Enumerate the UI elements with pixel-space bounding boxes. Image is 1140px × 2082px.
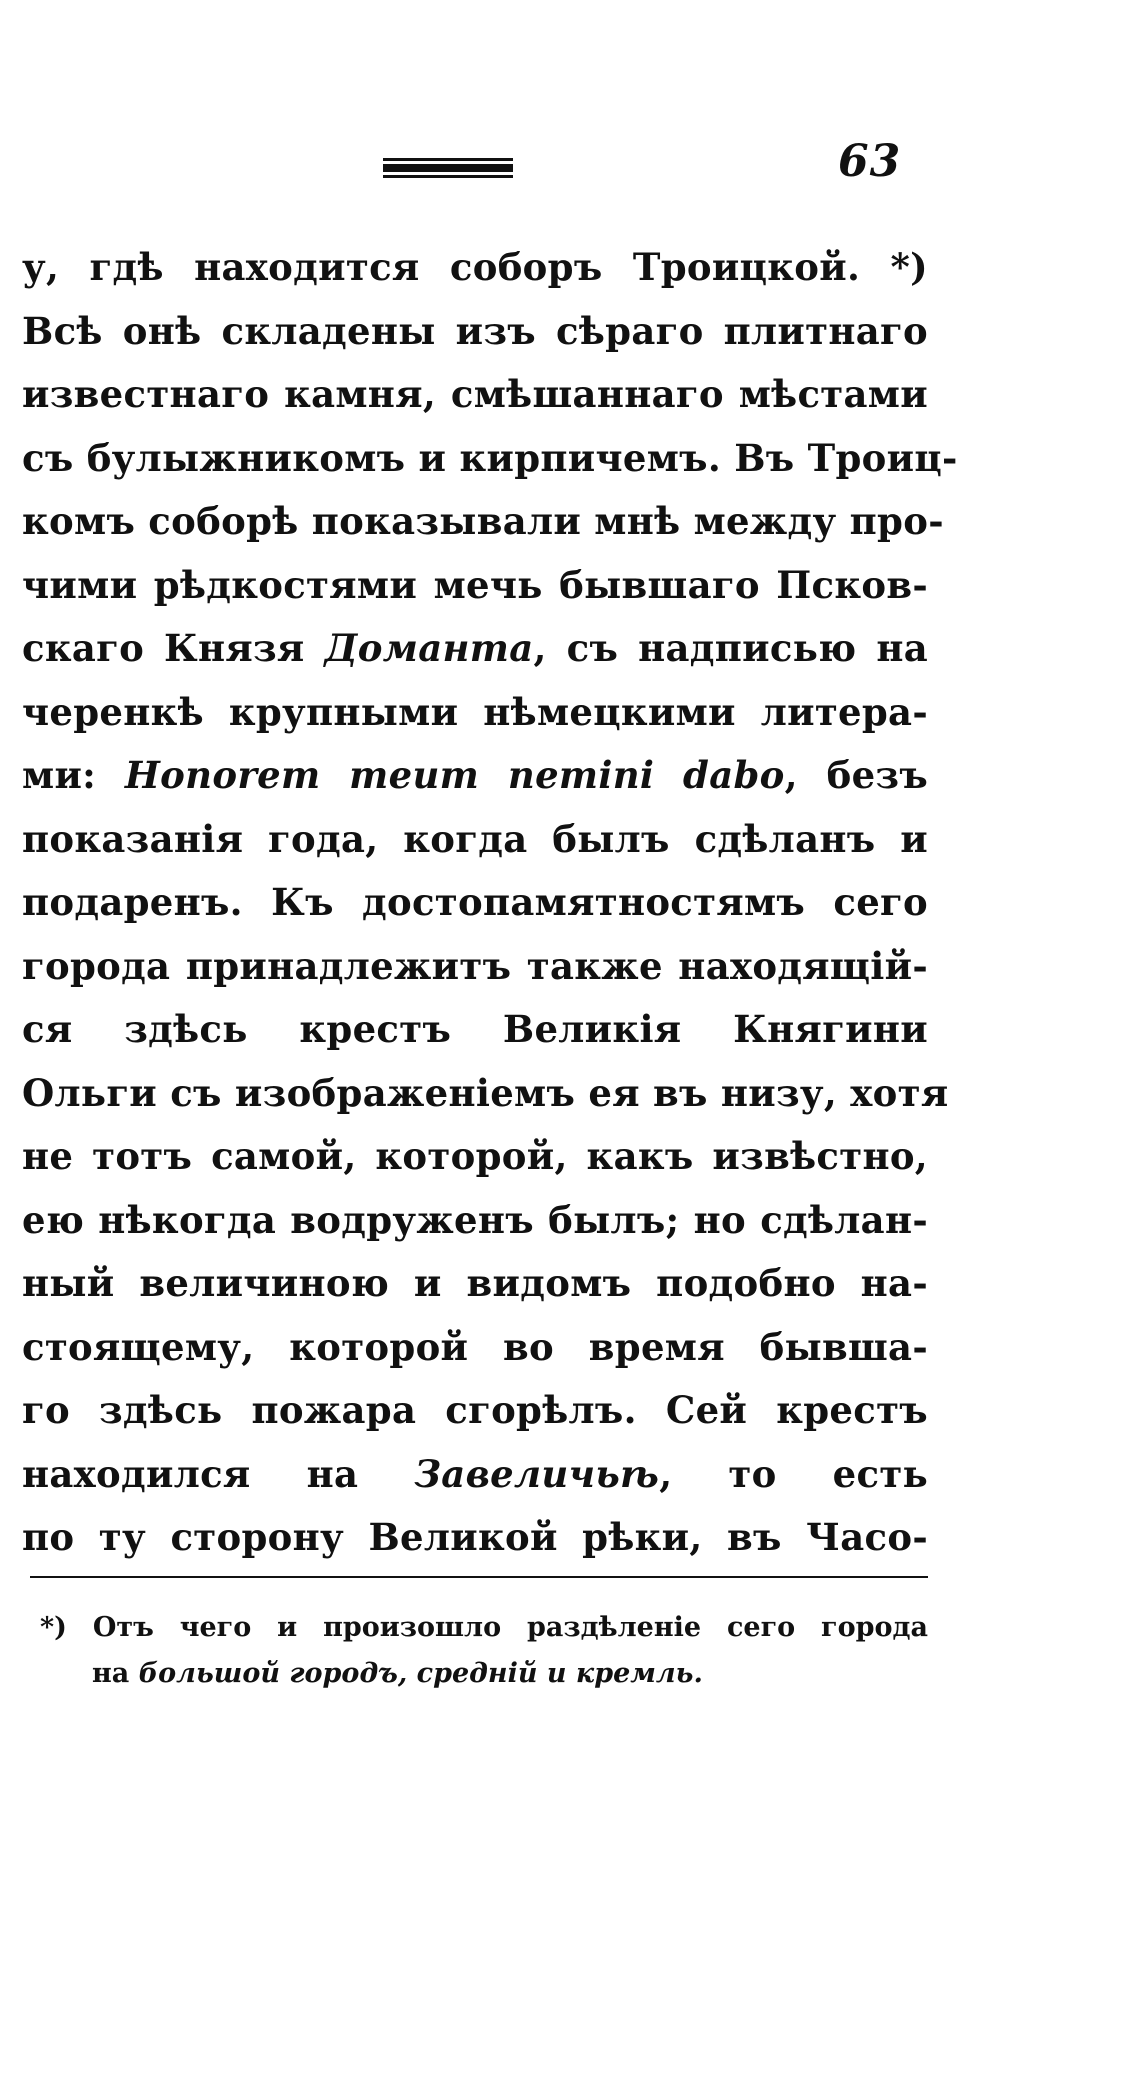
footnote-italic-text: большой городъ, средній и кремль.: [138, 1658, 703, 1689]
body-text: [22, 236, 958, 1570]
line-text: , безъ: [784, 753, 928, 797]
line-text: ею нѣкогда водруженъ былъ; но сдѣлан-: [22, 1197, 928, 1242]
line-text: не тотъ самой, которой, какъ извѣстно,: [22, 1134, 928, 1178]
line-text: ся здѣсь крестъ Великія Княгини: [22, 1007, 928, 1051]
text-line: [22, 490, 944, 554]
line-text: съ булыжникомъ и кирпичемъ. Въ Троиц-: [22, 435, 958, 480]
line-text: показанія года, когда былъ сдѣланъ и: [22, 816, 928, 861]
text-line: [22, 236, 928, 300]
line-text: чими рѣдкостями мечь бывшаго Псков-: [22, 562, 928, 607]
italic-text: Завеличьѣ: [414, 1451, 660, 1496]
line-text: у, гдѣ находится соборъ Троицкой. *): [22, 245, 928, 289]
text-line: [22, 1062, 949, 1126]
text-line: [22, 935, 928, 999]
line-text: комъ соборѣ показывали мнѣ между про-: [22, 499, 944, 543]
footnote-text: на: [92, 1658, 139, 1689]
text-line: [22, 681, 928, 745]
text-line: [22, 1316, 928, 1380]
text-line: [22, 300, 928, 364]
text-line: [22, 744, 928, 808]
text-line: [22, 871, 928, 935]
text-line: [22, 1379, 928, 1443]
line-text: подаренъ. Къ достопамятностямъ сего: [22, 880, 928, 924]
line-text: стоящему, которой во время бывша-: [22, 1324, 928, 1369]
line-text: Ольги съ изображеніемъ ея въ низу, хотя: [22, 1070, 949, 1115]
text-line: [22, 363, 928, 427]
header-ornament: [383, 158, 513, 178]
line-text: ми:: [22, 753, 125, 797]
text-line: [22, 617, 928, 681]
line-text: Всѣ онѣ складены изъ сѣраго плитнаго: [22, 308, 928, 353]
ornament-rule: [383, 175, 513, 178]
text-line: [22, 554, 928, 618]
footnote-line: *) Отъ чего и произошло раздѣленіе сего города: [40, 1612, 928, 1643]
text-line: [22, 427, 958, 491]
footnote-line: [40, 1651, 928, 1697]
text-line: [22, 1189, 928, 1253]
line-text: черенкѣ крупными нѣмецкими литера-: [22, 689, 928, 734]
line-text: ный величиною и видомъ подобно на-: [22, 1261, 928, 1305]
line-text: , то есть: [659, 1451, 928, 1496]
line-text: по ту сторону Великой рѣки, въ Часо-: [22, 1515, 928, 1559]
text-line: [22, 808, 928, 872]
line-text: находился на: [22, 1451, 415, 1496]
footnote-rule: [30, 1576, 928, 1578]
italic-text: Доманта: [324, 626, 534, 670]
ornament-rule: [383, 158, 513, 161]
line-text: известнаго камня, смѣшаннаго мѣстами: [22, 372, 928, 416]
text-line: [22, 1443, 928, 1507]
page-number: 63: [838, 136, 902, 187]
line-text: города принадлежитъ также находящій-: [22, 943, 928, 988]
text-line: [22, 998, 928, 1062]
line-text: го здѣсь пожара сгорѣлъ. Сей крестъ: [22, 1388, 928, 1432]
line-text: скаго Князя: [22, 626, 325, 670]
text-line: [22, 1506, 928, 1570]
italic-text: Honorem meum nemini dabo: [124, 753, 785, 797]
text-line: [22, 1125, 928, 1189]
text-line: [22, 1252, 928, 1316]
footnotes: [40, 1605, 928, 1697]
line-text: , съ надписью на: [533, 626, 928, 670]
ornament-rule: [383, 164, 513, 172]
